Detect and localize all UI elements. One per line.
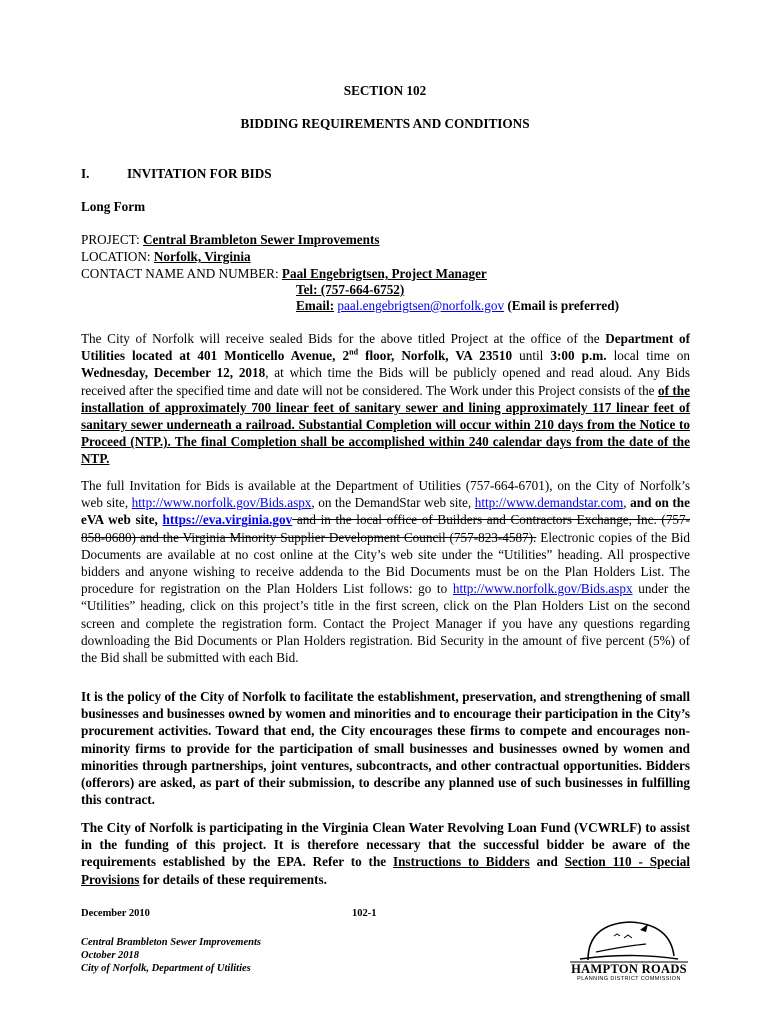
contact-line	[81, 265, 487, 282]
text-run: , on the DemandStar web site,	[311, 495, 475, 511]
struck-text: and in the local office of Builders and Contractors Exchange, Inc. (757-858-0680) and the Virginia Minority Supplier Development Council (757-823-4587).	[81, 512, 690, 545]
footer-department: City of Norfolk, Department of Utilities	[81, 963, 251, 974]
location-value: Norfolk, Virginia	[153, 249, 251, 264]
instructions-ref: Instructions to Bidders	[392, 854, 530, 870]
email-note: (Email is preferred)	[507, 298, 619, 313]
text-run: local time on	[606, 348, 690, 364]
footer-date-2: October 2018	[81, 950, 140, 961]
policy-paragraph: It is the policy of the City of Norfolk to facilitate the establishment, preservation, and strengthening of small businesses and businesses owned by women and minorities and to encourage their participation in the City’s procurement activities. Toward that end, the City encourages these firms to compete and encourages non-minority firms to provide for the participation of small businesses and businesses owned by women and minorities through partnerships, joint ventures, subcontracts, and other contractual opportunities. Bidders (offerors) are asked, as part of their submission, to describe any planned use of such businesses in fulfilling this contract.	[81, 689, 690, 808]
contact-label: CONTACT NAME AND NUMBER:	[81, 266, 282, 281]
text-run: until	[512, 348, 551, 364]
text-run: for details of these requirements.	[139, 871, 327, 887]
heading-text: INVITATION FOR BIDS	[127, 166, 272, 181]
hampton-roads-logo	[566, 916, 692, 984]
email-label: Email:	[296, 298, 335, 313]
email-link[interactable]: paal.engebrigtsen@norfolk.gov	[337, 298, 505, 313]
subheading: Long Form	[81, 199, 146, 214]
location-label: LOCATION:	[81, 249, 154, 264]
logo-text: HAMPTON ROADS	[571, 962, 687, 976]
text-run: ,	[623, 495, 631, 511]
eva-link[interactable]: https://eva.virginia.gov	[162, 512, 293, 528]
location-line	[81, 248, 251, 265]
footer-project: Central Brambleton Sewer Improvements	[81, 937, 261, 948]
project-line	[81, 231, 380, 248]
superscript: nd	[349, 347, 359, 357]
norfolk-bids-link-2[interactable]: http://www.norfolk.gov/Bids.aspx	[452, 581, 633, 597]
project-value: Central Brambleton Sewer Improvements	[143, 232, 380, 247]
work-scope-text: of the installation of approximately 700 linear feet of sanitary sewer and lining approximately 117 linear feet of sanitary sewer underneath a railroad. Substantial Completion will occur within 210 days from the Notice to Proceed (NTP.). The final Completion shall be accomplished within 240 calendar days from the date of the NTP.	[81, 382, 690, 467]
text-run: under the “Utilities” heading, click on this project’s title in the first screen, click on the Plan Holders List on the second screen and complete the registration form. Contact the Project Manager if you have any questions regarding downloading the Bid Documents or Plan Holders registration. Bid Security in the amount of five percent (5%) of the Bid shall be submitted with each Bid.	[81, 581, 691, 666]
bold-run: 3:00 p.m.	[550, 348, 607, 364]
email-line	[296, 297, 619, 314]
text-run: The City of Norfolk will receive sealed Bids for the above titled Project at the office of the	[81, 331, 606, 346]
heading-number: I.	[81, 166, 90, 181]
text-run: The full Invitation for Bids is available at the Department of Utilities (757-664-6701), on the City of Norfolk’s web site,	[81, 478, 690, 511]
bold-run: floor, Norfolk, VA 23510	[358, 348, 513, 364]
project-label: PROJECT:	[81, 232, 143, 247]
text-run: The City of Norfolk is participating in the Virginia Clean Water Revolving Loan Fund (VCWRLF) to assist in the funding of this project. It is therefore necessary that the successful bidder be aware of the requirements established by the EPA. Refer to the	[81, 820, 690, 870]
section-title: BIDDING REQUIREMENTS AND CONDITIONS	[240, 116, 530, 131]
text-run: and	[529, 854, 565, 870]
bold-run: Wednesday, December 12, 2018	[81, 365, 266, 381]
footer-date: December 2010	[81, 908, 150, 919]
contact-value: Paal Engebrigtsen, Project Manager	[281, 266, 487, 281]
invitation-availability-paragraph	[81, 477, 690, 666]
section-number: SECTION 102	[343, 83, 427, 98]
contact-tel: Tel: (757-664-6752)	[296, 282, 405, 297]
logo-subtext: PLANNING DISTRICT COMMISSION	[577, 976, 681, 982]
bold-run: and on the eVA web site,	[81, 495, 690, 528]
bid-receipt-paragraph	[81, 330, 690, 468]
special-provisions-ref: Section 110 - Special Provisions	[81, 854, 690, 887]
footer-page-number: 102-1	[352, 908, 377, 919]
norfolk-bids-link[interactable]: http://www.norfolk.gov/Bids.aspx	[131, 495, 312, 511]
vcwrlf-paragraph	[81, 819, 690, 888]
text-run: Electronic copies of the Bid Documents are available at no cost online at the City’s web site under the “Utilities” heading. All prospective bidders and anyone wishing to receive addenda to the Bid Documents must be on the Plan Holders List. The procedure for registration on the Plan Holders List follows: go to	[81, 529, 691, 597]
demandstar-link[interactable]: http://www.demandstar.com	[474, 495, 624, 511]
text-run: , at which time the Bids will be publicly opened and read aloud. Any Bids received after the specified time and date will not be considered. The Work under this Project consists of the	[81, 365, 690, 398]
bold-run: Department of Utilities located at 401 Monticello Avenue, 2	[81, 331, 690, 364]
